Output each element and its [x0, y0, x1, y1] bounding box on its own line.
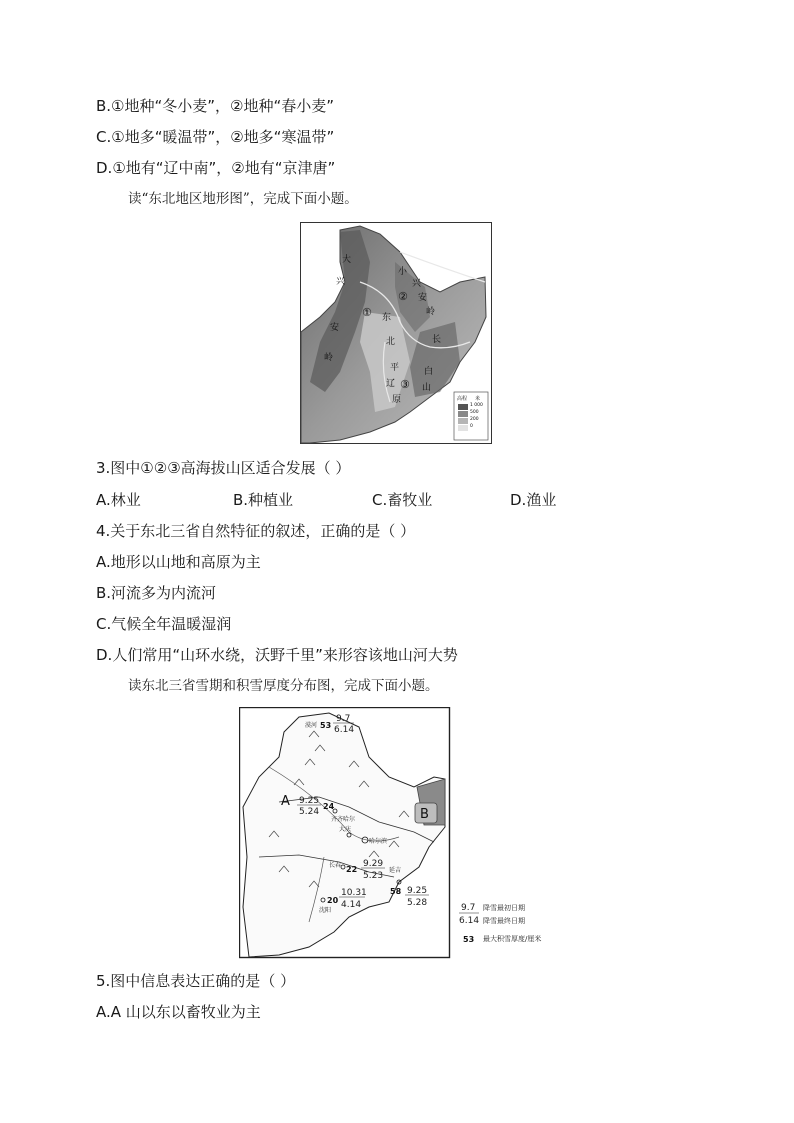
label-dong: 东 [382, 313, 392, 323]
legend-level-3: 0 [470, 424, 473, 429]
station-shenyang-first: 10.31 [341, 888, 367, 898]
legend-last-value: 6.14 [459, 916, 480, 926]
station-yanji-first: 9.25 [407, 886, 428, 896]
station-qiqihar-last: 5.24 [299, 807, 320, 817]
label-ling2: 岭 [426, 307, 436, 317]
label-xing2: 兴 [412, 279, 422, 289]
station-daqing-name: 大庆 [339, 826, 352, 833]
q4-stem: 4.关于东北三省自然特征的叙述，正确的是（ ） [96, 522, 416, 540]
q5-option-a[interactable]: A.A 山以东以畜牧业为主 [96, 1003, 261, 1021]
station-yanji-last: 5.28 [407, 898, 428, 908]
terrain-map [300, 222, 492, 444]
station-qiqihar-first: 9.25 [299, 796, 320, 806]
label-an2: 安 [418, 293, 428, 303]
station-shenyang-last: 4.14 [341, 900, 362, 910]
station-mohe-first: 9.7 [336, 714, 351, 724]
q4-option-a[interactable]: A.地形以山地和高原为主 [96, 553, 261, 571]
station-qiqihar-depth: 24 [323, 802, 335, 811]
q4-option-c[interactable]: C.气候全年温暖湿润 [96, 615, 232, 633]
q4-option-d[interactable]: D.人们常用“山环水绕，沃野千里”来形容该地山河大势 [96, 646, 458, 664]
legend-level-2: 200 [470, 417, 479, 422]
letter-b: B [420, 807, 429, 822]
station-mohe-last: 6.14 [334, 725, 355, 735]
station-qiqihar-name: 齐齐哈尔 [331, 816, 356, 823]
station-mohe-depth: 53 [320, 721, 332, 730]
label-xing: 兴 [336, 277, 346, 287]
legend-depth-value: 53 [463, 935, 475, 944]
marker-3: ③ [400, 378, 410, 391]
terrain-map-svg [300, 222, 492, 444]
prev-option-b: B.①地种“冬小麦”，②地种“春小麦” [96, 97, 335, 115]
label-bai: 白 [424, 367, 434, 377]
label-shan: 山 [422, 383, 432, 393]
marker-2: ② [398, 290, 408, 303]
legend-depth-label: 最大积雪厚度/厘米 [483, 935, 542, 943]
label-chang: 长 [432, 335, 442, 345]
snow-map-svg [239, 707, 569, 959]
snow-legend [459, 903, 541, 944]
q3-option-c[interactable]: C.畜牧业 [372, 491, 433, 509]
q3-stem: 3.图中①②③高海拔山区适合发展（ ） [96, 459, 351, 477]
map2-intro: 读东北三省雪期和积雪厚度分布图，完成下面小题。 [128, 678, 439, 694]
label-liao: 辽 [386, 379, 396, 389]
station-yanji-depth: 58 [390, 887, 402, 896]
map1-intro: 读“东北地区地形图”，完成下面小题。 [128, 191, 358, 207]
q3-option-a[interactable]: A.林业 [96, 491, 141, 509]
station-changchun-depth: 22 [346, 865, 358, 874]
legend-first-label: 降雪最初日期 [483, 904, 525, 912]
legend-level-1: 500 [470, 410, 479, 415]
station-harbin-name: 哈尔滨 [369, 838, 388, 845]
station-mohe-name: 漠河 [305, 722, 318, 729]
legend-level-0: 1 000 [470, 403, 483, 408]
letter-a: A [281, 794, 290, 809]
station-shenyang-name: 沈阳 [319, 907, 332, 914]
station-changchun-last: 5.23 [363, 871, 384, 881]
prev-option-c: C.①地多“暖温带”，②地多“寒温带” [96, 128, 335, 146]
terrain-legend [454, 392, 488, 440]
legend-last-label: 降雪最终日期 [483, 917, 525, 925]
prev-option-d: D.①地有“辽中南”，②地有“京津唐” [96, 159, 336, 177]
legend-title: 高程 [457, 396, 468, 402]
label-bei: 北 [386, 337, 396, 347]
station-changchun-first: 9.29 [363, 859, 384, 869]
snow-map [239, 707, 569, 959]
q3-option-d[interactable]: D.渔业 [510, 491, 557, 509]
q4-option-b[interactable]: B.河流多为内流河 [96, 584, 217, 602]
q5-stem: 5.图中信息表达正确的是（ ） [96, 972, 296, 990]
label-ling: 岭 [324, 353, 334, 363]
label-an: 安 [330, 323, 340, 333]
station-changchun-name: 长春 [329, 862, 342, 869]
label-ping: 平 [390, 363, 400, 373]
label-da: 大 [342, 255, 352, 265]
label-xiao: 小 [398, 267, 408, 277]
station-shenyang-depth: 20 [327, 896, 339, 905]
marker-1: ① [362, 306, 372, 319]
legend-first-value: 9.7 [461, 903, 476, 913]
label-yuan: 原 [392, 395, 402, 405]
station-yanji-name: 延吉 [389, 867, 402, 874]
q3-option-b[interactable]: B.种植业 [233, 491, 294, 509]
legend-unit: 米 [475, 396, 481, 402]
